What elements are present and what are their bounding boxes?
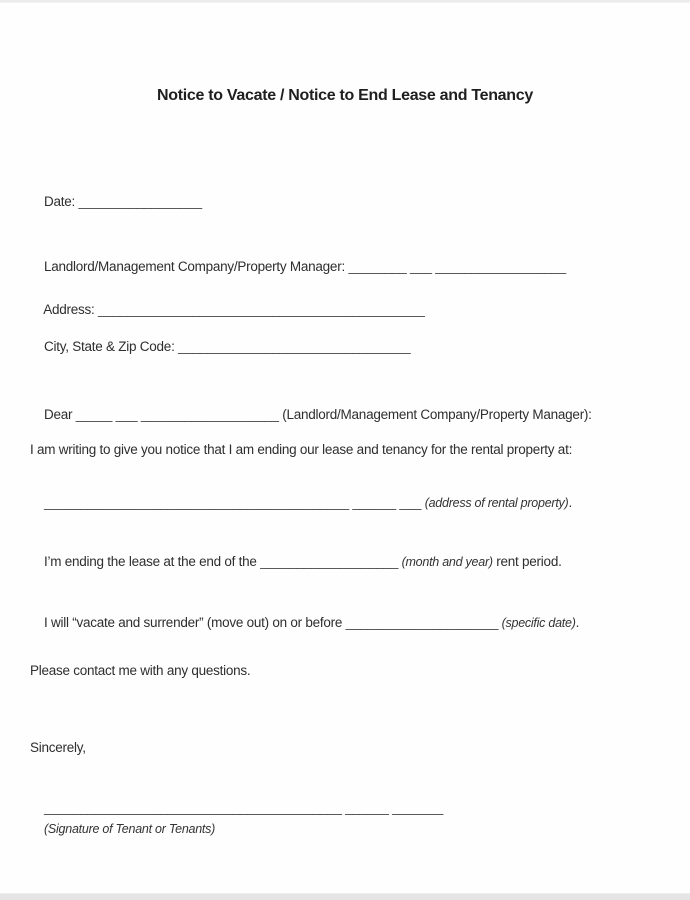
lease-end-hint: (month and year) [401, 555, 493, 569]
vacate-suffix: . [575, 615, 580, 630]
landlord-label: Landlord/Management Company/Property Manager: [44, 259, 349, 274]
city-state-zip-field [30, 321, 682, 372]
salutation-prefix: Dear [44, 407, 76, 422]
vacate-line [30, 597, 682, 649]
signature-caption [30, 803, 682, 855]
salutation-blank: _____ ___ ___________________ [75, 407, 279, 422]
contact-paragraph: Please contact me with any questions. [30, 663, 251, 678]
signature-hint: (Signature of Tenant or Tenants) [44, 822, 216, 836]
property-address-blank: __________________________________________ ______ ___ [44, 495, 425, 510]
date-blank: _________________ [78, 194, 202, 209]
page-bottom-edge [0, 893, 690, 900]
landlord-blank: ________ ___ __________________ [348, 259, 566, 274]
city-state-zip-blank: ________________________________ [178, 339, 411, 354]
address-blank: _____________________________________________ [98, 302, 425, 317]
property-address-hint: (address of rental property) [424, 496, 569, 510]
vacate-blank: _____________________ [345, 615, 502, 630]
lease-end-blank: ___________________ [260, 554, 402, 569]
property-address-period: . [568, 495, 572, 510]
signature-blank: _________________________________________ ______ _______ [44, 800, 443, 815]
valediction: Sincerely, [30, 740, 86, 755]
lease-end-suffix: rent period. [492, 554, 562, 569]
salutation-line [30, 389, 682, 440]
date-label: Date: [44, 194, 79, 209]
property-address-line [30, 477, 682, 529]
address-label: Address: [43, 302, 99, 317]
intro-paragraph: I am writing to give you notice that I am ending our lease and tenancy for the rental property at: [30, 442, 573, 457]
salutation-suffix: (Landlord/Management Company/Property Manager): [278, 407, 592, 422]
page-top-edge [0, 0, 690, 3]
document-title: Notice to Vacate / Notice to End Lease and Tenancy [157, 87, 533, 104]
city-state-zip-label: City, State & Zip Code: [44, 339, 179, 354]
vacate-prefix: I will “vacate and surrender” (move out) on or before [44, 615, 346, 630]
date-field [30, 176, 682, 227]
vacate-hint: (specific date) [501, 616, 576, 630]
lease-end-line [30, 536, 682, 588]
lease-end-prefix: I’m ending the lease at the end of the [44, 554, 261, 569]
